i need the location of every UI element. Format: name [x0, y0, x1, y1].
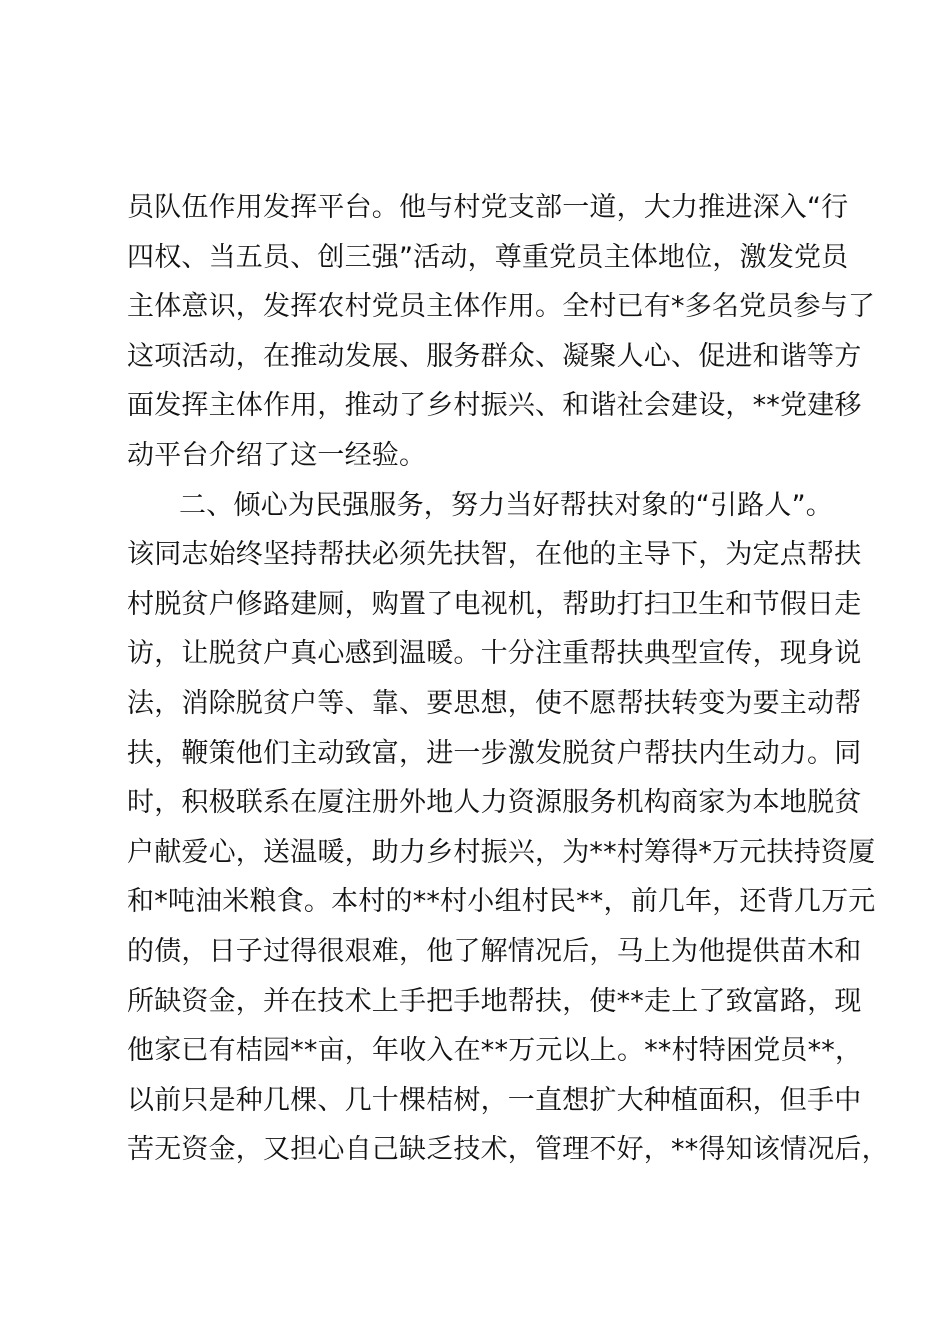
text-line: 他家已有桔园**亩，年收入在**万元以上。**村特困党员**，: [127, 1035, 863, 1067]
text-line: 村脱贫户修路建厕，购置了电视机，帮助打扫卫生和节假日走: [127, 588, 862, 620]
text-line: 和*吨油米粮食。本村的**村小组村民**，前几年，还背几万元: [127, 886, 876, 918]
body-text: [127, 183, 889, 1175]
text-line: 员队伍作用发挥平台。他与村党支部一道，大力推进深入“行: [127, 192, 849, 223]
text-line: 扶，鞭策他们主动致富，进一步激发脱贫户帮扶内生动力。同: [127, 737, 862, 769]
text-line: 主体意识，发挥农村党员主体作用。全村已有*多名党员参与了: [127, 291, 876, 323]
text-line: 以前只是种几棵、几十棵桔树，一直想扩大种植面积，但手中: [127, 1084, 862, 1116]
text-line: 法，消除脱贫户等、靠、要思想，使不愿帮扶转变为要主动帮: [127, 687, 862, 719]
text-line: 面发挥主体作用，推动了乡村振兴、和谐社会建设，**党建移: [127, 390, 862, 422]
text-line: 动平台介绍了这一经验。: [127, 439, 427, 471]
text-line: 的债，日子过得很艰难，他了解情况后，马上为他提供苗木和: [127, 935, 862, 967]
text-line: 访，让脱贫户真心感到温暖。十分注重帮扶典型宣传，现身说: [127, 638, 862, 670]
text-line: 该同志始终坚持帮扶必须先扶智，在他的主导下，为定点帮扶: [127, 539, 862, 571]
text-line: 户献爱心，送温暖，助力乡村振兴，为**村筹得*万元扶持资厦: [127, 836, 876, 868]
text-line: 四权、当五员、创三强”活动，尊重党员主体地位，激发党员: [127, 241, 849, 273]
text-line: 这项活动，在推动发展、服务群众、凝聚人心、促进和谐等方: [127, 340, 862, 372]
text-line: 时，积极联系在厦注册外地人力资源服务机构商家为本地脱贫: [127, 787, 862, 819]
section-heading: 二、倾心为民强服务，努力当好帮扶对象的“引路人”。: [179, 489, 833, 521]
text-line: 苦无资金，又担心自己缺乏技术，管理不好，**得知该情况后，: [127, 1134, 889, 1166]
text-line: 所缺资金，并在技术上手把手地帮扶，使**走上了致富路，现: [127, 985, 862, 1017]
